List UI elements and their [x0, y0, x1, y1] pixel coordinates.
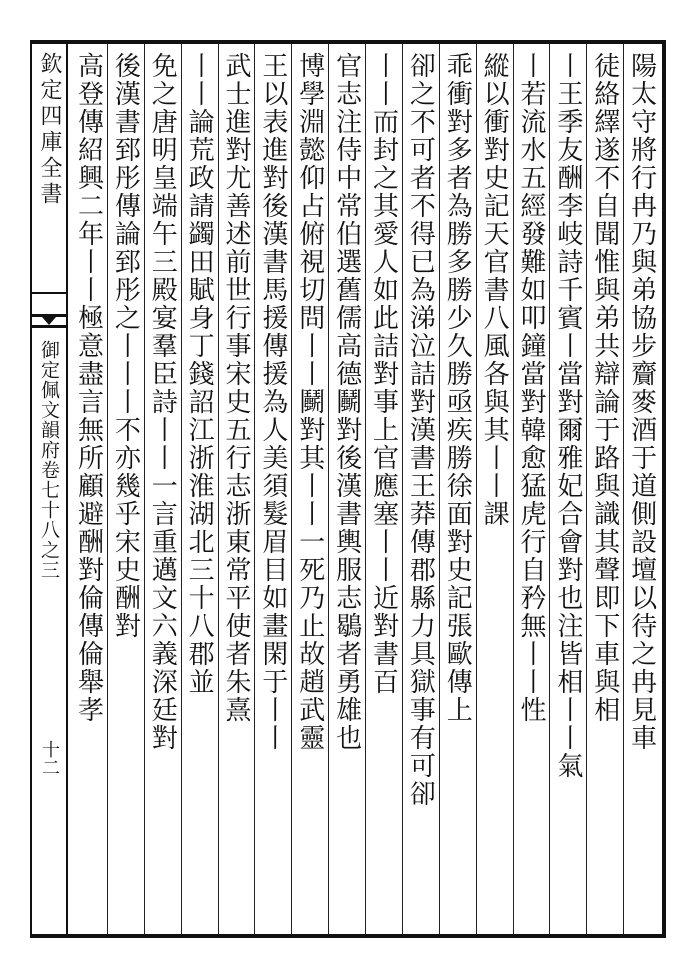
text-column: 後漢書郅彤傳論郅彤之丨丨丨不亦幾乎宋史酬對 [110, 52, 141, 640]
text-column: 卻之不可者不得已為涕泣詰對漢書王莽傳郡縣力具獄事有可卻 [405, 52, 436, 808]
text-column: 丨王季友酬李岐詩千賓丨當對爾雅妃合會對也注皆相丨丨氣 [552, 52, 583, 780]
page-number: 十二 [39, 740, 60, 776]
text-column: 丨丨而封之其愛人如此詰對事上官應塞丨丨近對書百 [368, 52, 399, 696]
text-column: 高登傳紹興二年丨丨極意盡言無所顧避酬對倫傳倫舉孝 [73, 52, 104, 724]
book-title: 欽定四庫全書 [37, 52, 62, 208]
text-column: 官志注侍中常伯選舊儒高德鬭對後漢書輿服志鶡者勇雄也 [331, 52, 362, 752]
text-column: 縱以衝對史記天官書八風各與其丨丨課 [479, 52, 510, 528]
text-column: 王以表進對後漢書馬援傳援為人美須髮眉目如畫閑于丨丨 [257, 52, 288, 752]
text-column: 徒絡繹遂不自聞惟與弟共辯論于路與識其聲即下車與相 [589, 52, 620, 724]
text-column: 陽太守將行冉乃與弟協步齎麥酒于道側設壇以待之冉見車 [626, 52, 657, 752]
text-column: 博學淵懿仰占俯視切問丨丨鬭對其丨丨一死乃止故趙武靈 [294, 52, 325, 752]
text-column: 武士進對尤善述前世行事宋史五行志浙東常平使者朱熹 [220, 52, 251, 724]
text-column: 免之唐明皇端午三殿宴羣臣詩丨丨一言重邁文六義深廷對 [147, 52, 178, 752]
volume-title: 御定佩文韻府卷七十八之三 [38, 340, 60, 580]
text-column: 丨若流水五經發難如叩鐘當對韓愈猛虎行自矜無丨丨性 [515, 52, 546, 724]
text-column: 乖衝對多者為勝多勝少久勝亟疾勝徐面對史記張歐傳上 [442, 52, 473, 724]
text-column: 丨丨論荒政請蠲田賦身丁錢詔江浙淮湖北三十八郡並 [184, 52, 215, 696]
